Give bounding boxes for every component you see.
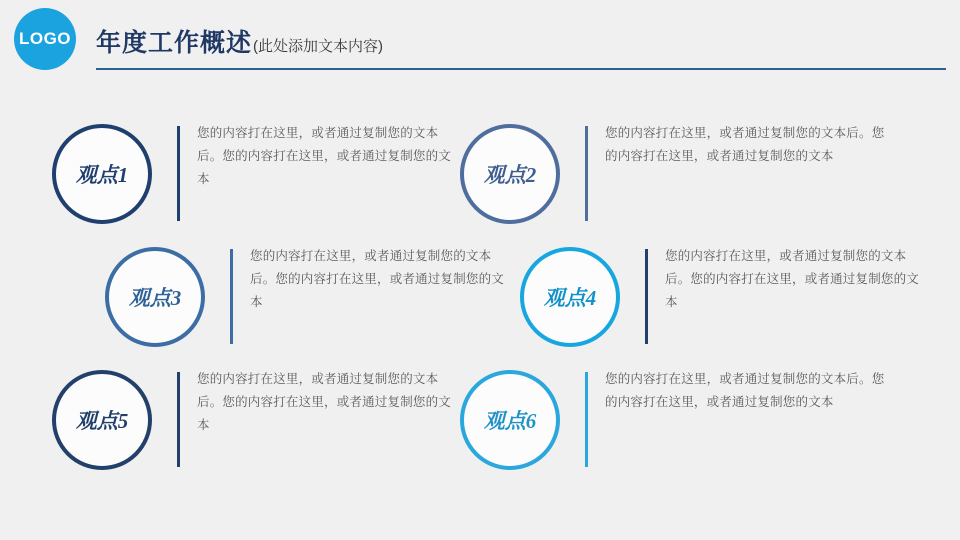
item-row [0, 366, 960, 491]
item-row [0, 120, 960, 245]
header-divider [96, 68, 946, 70]
point-item-2[interactable] [460, 120, 885, 245]
point-circle-5 [52, 370, 152, 470]
point-text-4: 您的内容打在这里，或者通过复制您的文本后。您的内容打在这里，或者通过复制您的文本 [665, 249, 920, 310]
point-item-1[interactable] [52, 120, 472, 245]
point-label-3: 观点3 [128, 286, 182, 310]
point-item-5[interactable] [52, 366, 472, 491]
point-accent-bar-4 [645, 249, 648, 344]
page-title-sub: (此处添加文本内容) [253, 38, 384, 55]
point-text-5: 您的内容打在这里，或者通过复制您的文本后。您的内容打在这里，或者通过复制您的文本 [197, 372, 452, 433]
point-label-6: 观点6 [483, 409, 537, 433]
point-circle-1 [52, 124, 152, 224]
point-label-4: 观点4 [543, 286, 597, 310]
point-text-6: 您的内容打在这里，或者通过复制您的文本后。您的内容打在这里，或者通过复制您的文本 [605, 372, 885, 410]
point-accent-bar-1 [177, 126, 180, 221]
slide-header [0, 0, 960, 72]
point-item-4[interactable] [520, 243, 940, 368]
point-accent-bar-3 [230, 249, 233, 344]
point-label-2: 观点2 [483, 163, 537, 187]
point-text-1: 您的内容打在这里，或者通过复制您的文本后。您的内容打在这里，或者通过复制您的文本 [197, 126, 452, 187]
point-accent-bar-6 [585, 372, 588, 467]
point-item-3[interactable] [105, 243, 525, 368]
page-title [96, 23, 383, 59]
point-item-6[interactable] [460, 366, 885, 491]
logo-badge: LOGO [14, 8, 76, 70]
point-label-1: 观点1 [75, 163, 129, 187]
point-circle-3 [105, 247, 205, 347]
item-row [0, 243, 960, 368]
point-accent-bar-2 [585, 126, 588, 221]
content-area [0, 110, 960, 510]
point-circle-6 [460, 370, 560, 470]
page-title-main: 年度工作概述 [96, 29, 253, 57]
point-text-3: 您的内容打在这里，或者通过复制您的文本后。您的内容打在这里，或者通过复制您的文本 [250, 249, 505, 310]
point-circle-2 [460, 124, 560, 224]
point-label-5: 观点5 [75, 409, 129, 433]
point-accent-bar-5 [177, 372, 180, 467]
point-text-2: 您的内容打在这里，或者通过复制您的文本后。您的内容打在这里，或者通过复制您的文本 [605, 126, 885, 164]
point-circle-4 [520, 247, 620, 347]
